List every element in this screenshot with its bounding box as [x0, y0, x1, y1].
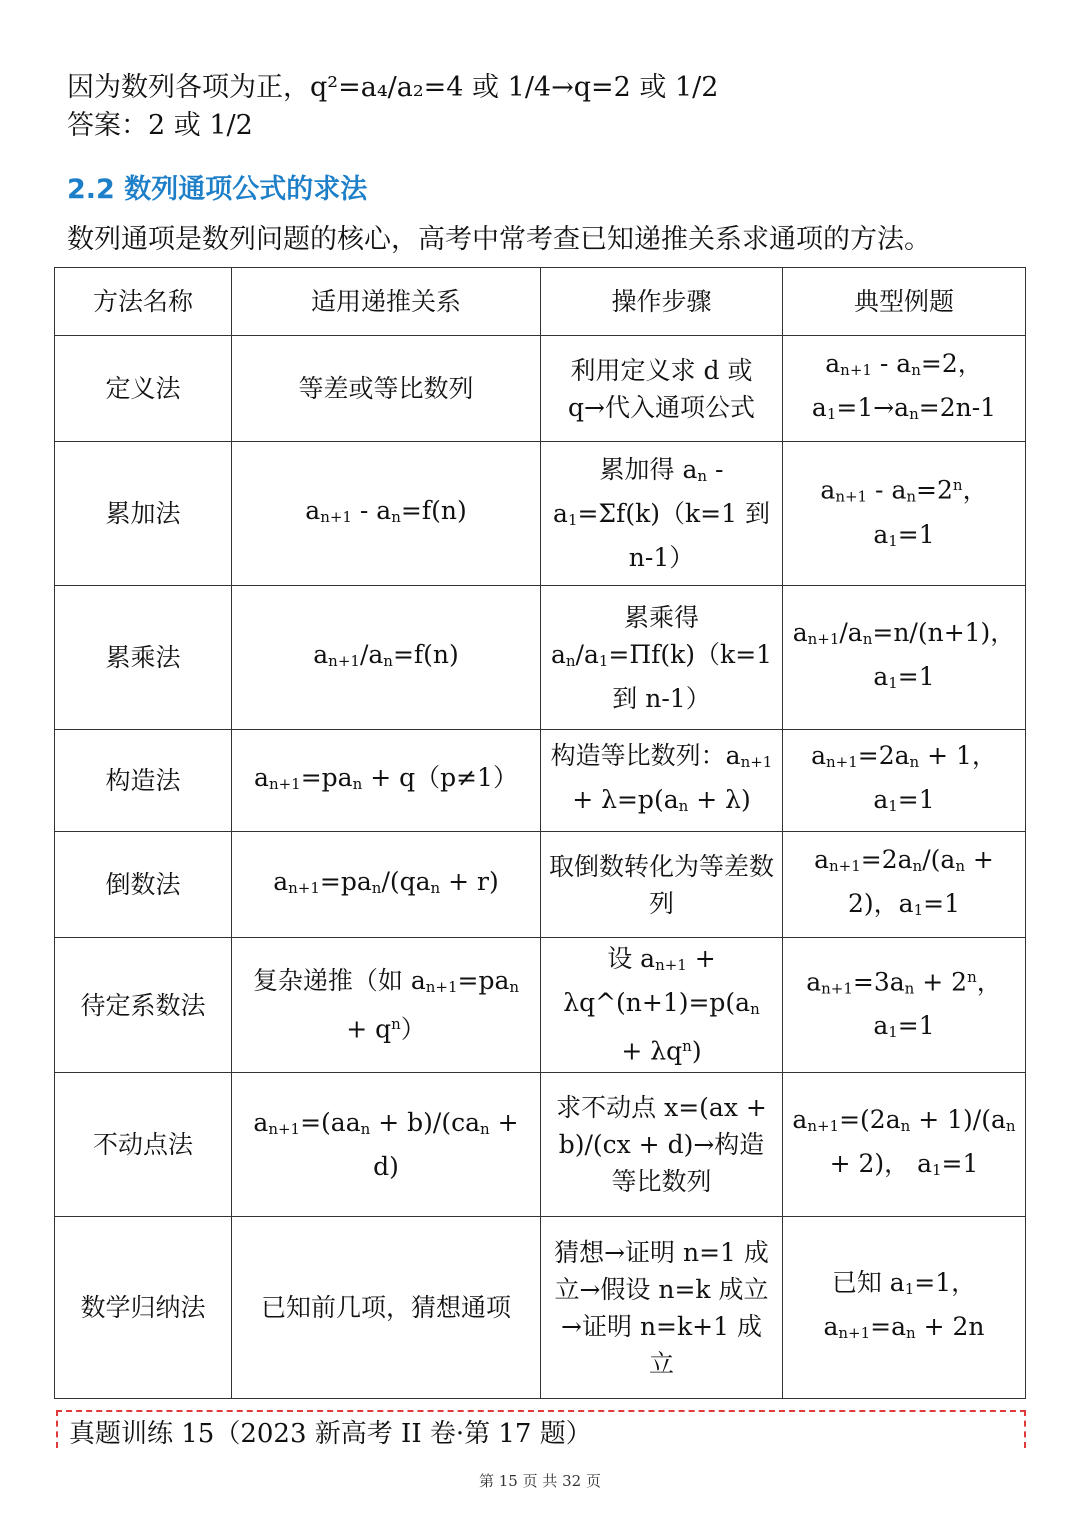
steps-cell: 累加得 $a_n - a_1=\Sigma f(k)(k=1$ 到 n-1）	[541, 442, 783, 586]
table-row	[55, 1073, 1026, 1217]
relation-cell: $a_{n+1}=(aa_n + b)/(ca_n + d)$	[232, 1073, 541, 1217]
exam-practice-box	[56, 1410, 1026, 1448]
header-relation: 适用递推关系	[232, 268, 541, 336]
method-cell: 累乘法	[55, 586, 232, 730]
example-cell: $a_{n+1}=2a_n + 1$， $a_1=1$	[783, 730, 1026, 832]
table-row	[55, 730, 1026, 832]
table-header-row	[55, 268, 1026, 336]
table-row	[55, 336, 1026, 442]
method-cell: 累加法	[55, 442, 232, 586]
steps-cell: 累乘得 $a_n/a_1=\Pi f(k)(k=1$ 到 n-1）	[541, 586, 783, 730]
relation-cell: 等差或等比数列	[232, 336, 541, 442]
section-intro: 数列通项是数列问题的核心，高考中常考查已知递推关系求通项的方法。	[67, 224, 931, 255]
relation-cell: $a_{n+1}=pa_n + q(p\ne 1)$	[232, 730, 541, 832]
method-cell: 定义法	[55, 336, 232, 442]
method-cell: 构造法	[55, 730, 232, 832]
example-cell: 已知 $a_1=1$，$a_{n+1}=a_n + 2n$	[783, 1217, 1026, 1399]
section-heading: 2.2 数列通项公式的求法	[67, 174, 368, 205]
method-cell: 待定系数法	[55, 938, 232, 1073]
answer-line: 答案：2 或 1/2	[67, 110, 253, 141]
header-example: 典型例题	[783, 268, 1026, 336]
example-cell: $a_{n+1}/a_n=n/(n+1)$，$a_1=1$	[783, 586, 1026, 730]
methods-table	[54, 267, 1026, 1399]
table-row	[55, 938, 1026, 1073]
relation-cell: $a_{n+1}/a_n=f(n)$	[232, 586, 541, 730]
table-row	[55, 832, 1026, 938]
method-cell: 数学归纳法	[55, 1217, 232, 1399]
exam-practice-title: 真题训练 15（2023 新高考 II 卷·第 17 题）	[69, 1419, 592, 1449]
method-cell: 倒数法	[55, 832, 232, 938]
answer-reasoning-line: 因为数列各项为正，q²=a₄/a₂=4 或 1/4→q=2 或 1/2	[67, 72, 719, 103]
relation-cell: $a_{n+1} - a_n=f(n)$	[232, 442, 541, 586]
example-cell: $a_{n+1}=(2a_n + 1)/(a_n + 2)$， $a_1=1$	[783, 1073, 1026, 1217]
steps-cell: 求不动点 x=(ax + b)/(cx + d)→构造等比数列	[541, 1073, 783, 1217]
page-number: 第 15 页 共 32 页	[478, 1472, 601, 1490]
steps-cell: 利用定义求 d 或 q→代入通项公式	[541, 336, 783, 442]
header-method: 方法名称	[55, 268, 232, 336]
steps-cell: 构造等比数列：$a_{n+1} + \lambda=p(a_n + \lambda)$	[541, 730, 783, 832]
method-cell: 不动点法	[55, 1073, 232, 1217]
table-row	[55, 586, 1026, 730]
relation-cell: $a_{n+1}=pa_n/(qa_n + r)$	[232, 832, 541, 938]
example-cell: $a_{n+1} - a_n=2$，$a_1=1\to a_n=2n-1$	[783, 336, 1026, 442]
example-cell: $a_{n+1} - a_n=2^n$， $a_1=1$	[783, 442, 1026, 586]
relation-cell: 复杂递推（如 $a_{n+1}=pa_n + q^n$）	[232, 938, 541, 1073]
table-row	[55, 442, 1026, 586]
example-cell: $a_{n+1}=2a_n/(a_n + 2)$，$a_1=1$	[783, 832, 1026, 938]
steps-cell: 猜想→证明 n=1 成立→假设 n=k 成立→证明 n=k+1 成立	[541, 1217, 783, 1399]
table-row	[55, 1217, 1026, 1399]
example-cell: $a_{n+1}=3a_n + 2^n$，$a_1=1$	[783, 938, 1026, 1073]
steps-cell: 取倒数转化为等差数列	[541, 832, 783, 938]
header-steps: 操作步骤	[541, 268, 783, 336]
relation-cell: 已知前几项，猜想通项	[232, 1217, 541, 1399]
steps-cell: 设 $a_{n+1}$ + $\lambda q\^{}(n+1)=p(a_n + \lambda q^n)$	[541, 938, 783, 1073]
